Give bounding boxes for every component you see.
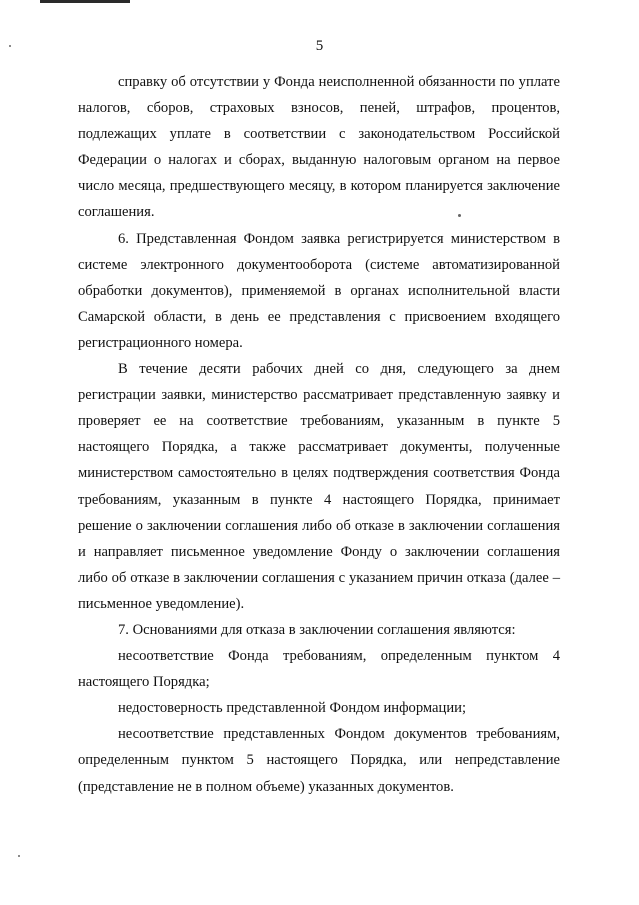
scan-speck — [18, 855, 20, 857]
paragraph-ground-noncompliance: несоответствие Фонда требованиям, определенным пунктом 4 настоящего Порядка; — [78, 648, 560, 691]
paragraph-review-period: В течение десяти рабочих дней со дня, следующего за днем регистрации заявки, министерство рассматривает представленную заявку и проверяет ее на соответствие требованиям, указанным в пункте 5 настоящего Порядка, а также рассматривает документы, полученные министерством самостоятельно в целях подтверждения соответствия Фонда требованиям, указанным в пункте 4 настоящего Порядка, принимает решение о заключении соглашения либо об отказе в заключении соглашения и направляет письменное уведомление Фонду о заключении соглашения либо об отказе в заключении соглашения с указанием причин отказа (далее – письменное уведомление). — [78, 361, 560, 612]
paragraph-ground-documents: несоответствие представленных Фондом документов требованиям, определенным пунктом 5 настоящего Порядка, или непредставление (представление не в полном объеме) указанных документов. — [78, 726, 560, 795]
paragraph-6-registration: 6. Представленная Фондом заявка регистрируется министерством в системе электронного документооборота (системе автоматизированной обработки документов), применяемой в органах исполнительной власти Самарской области, в день ее представления с присвоением входящего регистрационного номера. — [78, 230, 560, 351]
document-body — [78, 69, 560, 800]
scan-top-edge-mark — [40, 0, 130, 3]
page-number: 5 — [315, 38, 324, 54]
paragraph-certificate: справку об отсутствии у Фонда неисполненной обязанности по уплате налогов, сборов, страховых взносов, пеней, штрафов, процентов, подлежащих уплате в соответствии с законодательством Российской Федерации о налогах и сборах, выданную налоговым органом на первое число месяца, предшествующего месяцу, в котором планируется заключение соглашения. — [78, 74, 560, 221]
paragraph-7-grounds: 7. Основаниями для отказа в заключении соглашения являются: — [118, 621, 516, 638]
paragraph-ground-unreliable-info: недостоверность представленной Фондом информации; — [118, 700, 467, 717]
